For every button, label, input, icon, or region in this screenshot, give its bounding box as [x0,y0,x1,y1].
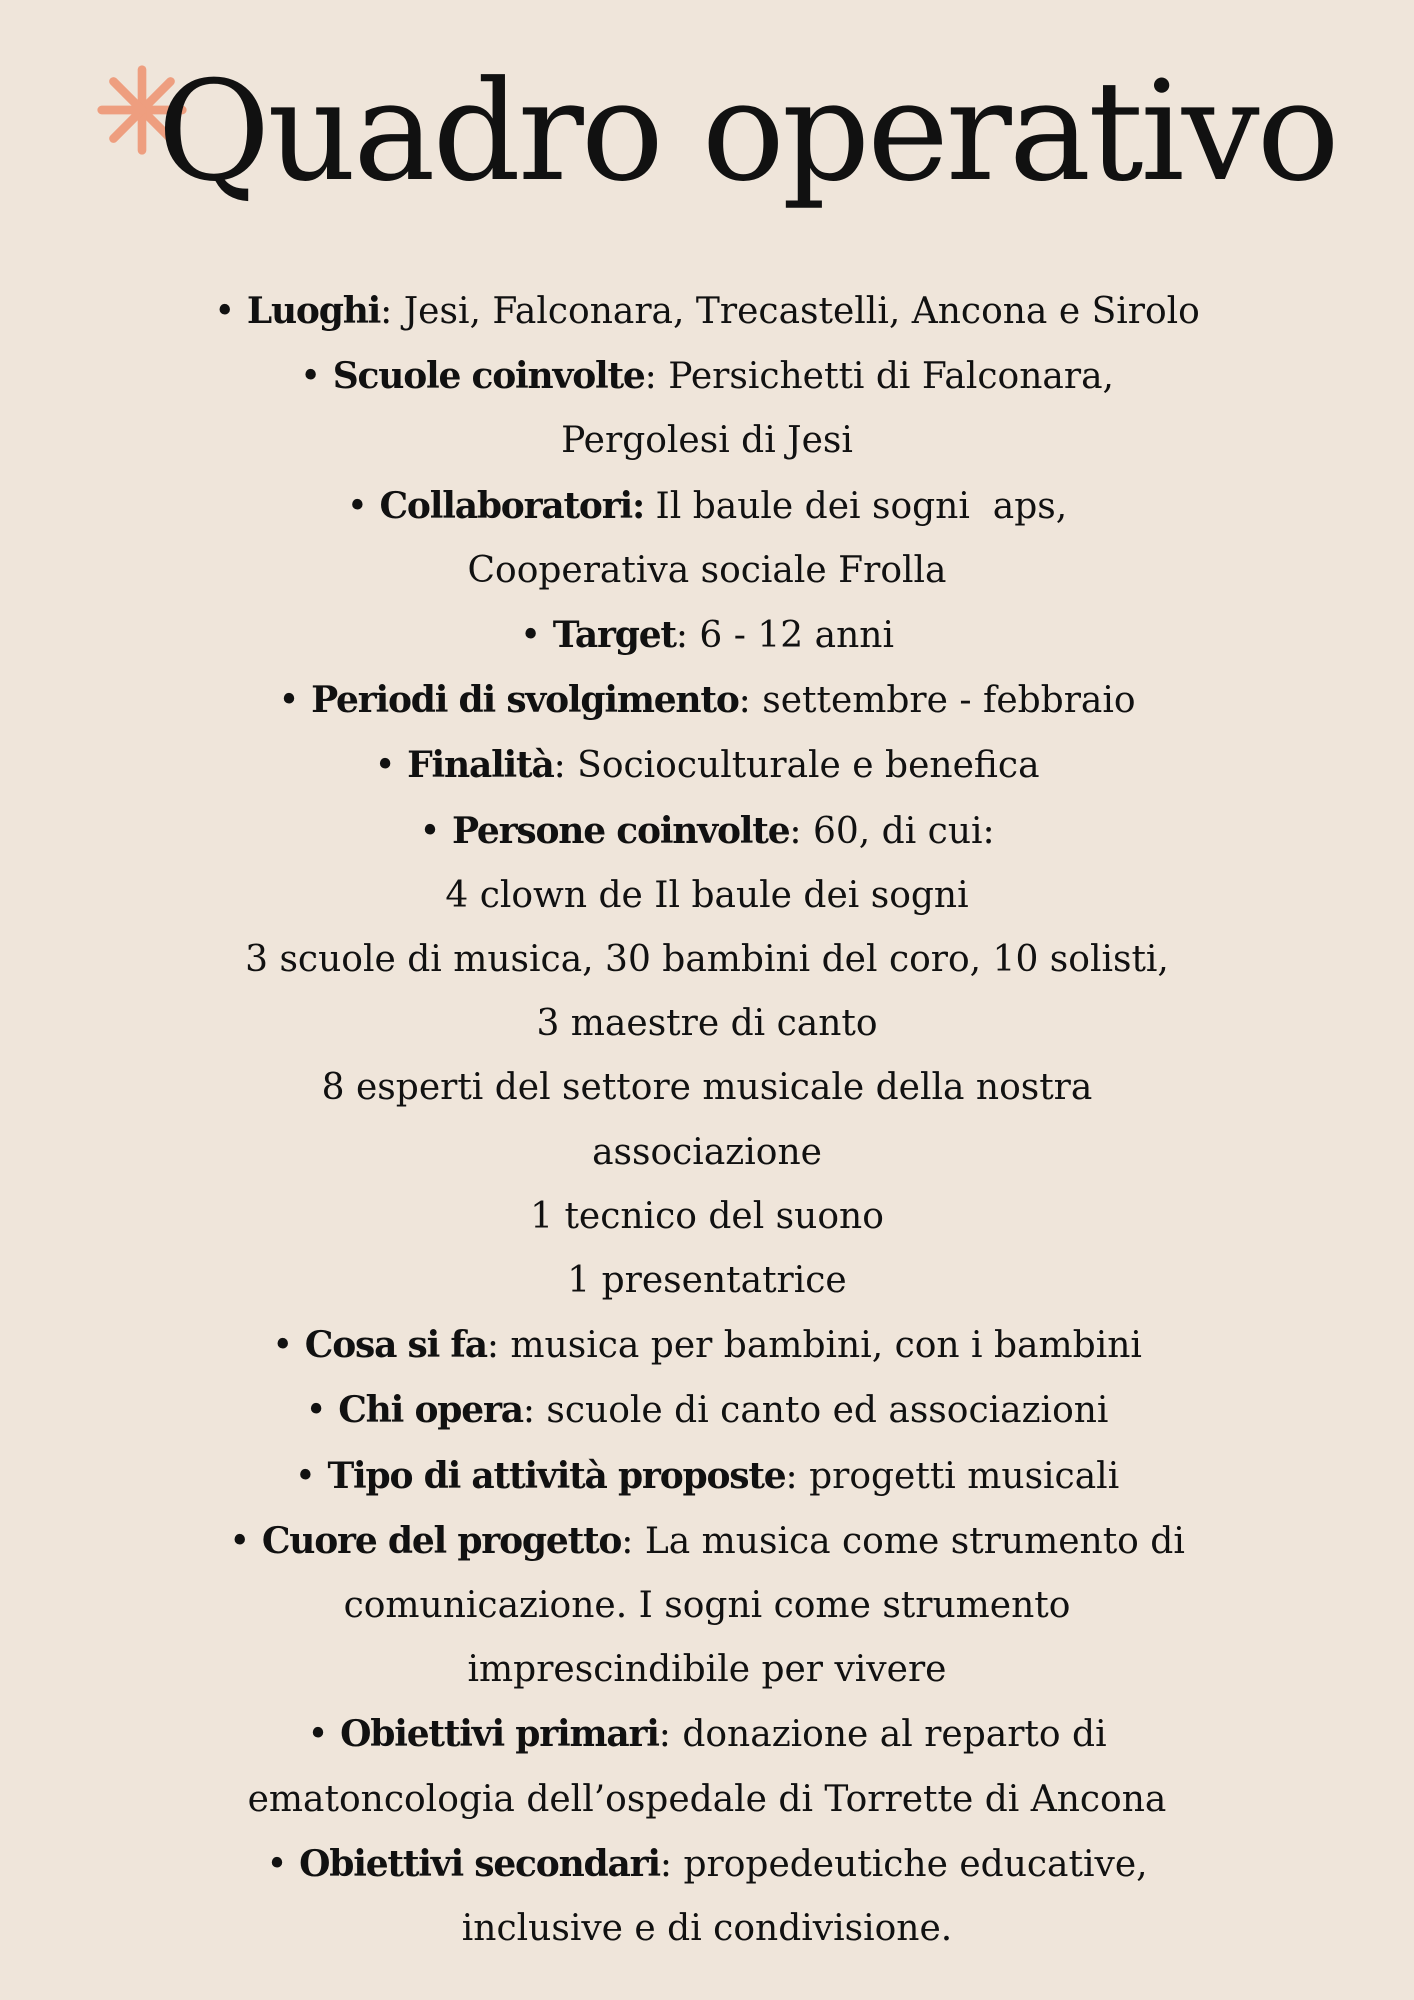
item-label: Cuore del progetto [261,1519,622,1562]
item-value: donazione al reparto di [682,1714,1107,1756]
list-item [110,279,1304,344]
item-continuation: Cooperativa sociale Frolla [467,549,947,591]
list-item [110,603,1304,668]
item-value: Socioculturale e benefica [577,745,1040,787]
bullet: • [266,1843,288,1885]
item-separator: : [675,615,700,657]
item-value: La musica come strumento di [644,1520,1185,1562]
bullet: • [278,680,300,722]
item-label: Luoghi [246,290,381,332]
item-value: Jesi, Falconara, Trecastelli, Ancona e Sirolo [403,291,1200,332]
item-value: 6 - 12 anni [699,615,894,657]
item-label: Collaboratori: [379,484,645,527]
item-continuation: inclusive e di condivisione. [461,1908,953,1950]
item-separator: : [486,1325,511,1367]
item-value: 60, di cui: [812,810,995,852]
item-separator [644,486,655,527]
item-label: Obiettivi primari [340,1713,659,1756]
item-value: Persichetti di Falconara, [668,356,1114,398]
item-label: Obiettivi secondari [299,1842,660,1885]
item-label: Persone coinvolte [452,809,790,852]
item-value: Il baule dei sogni aps, [655,485,1068,527]
item-continuation: comunicazione. I sogni come strumento [343,1585,1071,1627]
item-separator: : [522,1390,547,1432]
list-item [110,1444,1304,1509]
bullet: • [419,810,441,852]
list-item [110,1702,1304,1767]
item-continuation: 3 scuole di musica, 30 bambini del coro, 10 solisti, [245,939,1169,981]
operational-details-list [110,279,1304,1961]
page-title: Quadro operativo [157,51,1337,212]
item-continuation: 3 maestre di canto [536,1003,878,1045]
item-continuation: associazione [592,1131,822,1173]
bullet: • [294,1455,316,1497]
item-label: Periodi di svolgimento [311,679,739,722]
bullet: • [307,1714,329,1756]
bullet: • [374,745,396,787]
item-separator: : [789,810,813,852]
list-item [110,1832,1304,1897]
bullet: • [346,485,369,527]
item-continuation: 1 tecnico del suono [530,1195,884,1237]
item-value: propedeutiche educative, [683,1843,1148,1885]
bullet: • [300,356,322,398]
item-separator: : [380,291,404,332]
list-item [110,474,1304,539]
item-separator: : [621,1520,645,1562]
list-item [110,733,1304,798]
item-separator: : [658,1714,683,1756]
item-continuation: 4 clown de Il baule dei sogni [445,874,969,916]
bullet: • [229,1520,251,1562]
item-continuation: Pergolesi di Jesi [561,420,853,462]
item-label: Tipo di attività proposte [327,1454,786,1497]
bullet: • [520,615,542,657]
item-value: settembre - febbraio [762,680,1136,722]
item-separator: : [738,680,763,722]
item-continuation: imprescindibile per vivere [467,1649,947,1691]
item-separator: : [644,356,669,398]
bullet: • [214,291,236,332]
item-continuation: ematoncologia dell’ospedale di Torrette di Ancona [247,1778,1167,1820]
item-separator: : [553,745,578,787]
list-item [110,1378,1304,1443]
item-value: scuole di canto ed associazioni [546,1390,1109,1432]
list-item [110,668,1304,733]
item-continuation: 8 esperti del settore musicale della nostra [321,1067,1093,1109]
list-item [110,799,1304,864]
item-label: Scuole coinvolte [332,355,645,398]
item-label: Target [552,614,676,657]
item-label: Cosa si fa [304,1324,487,1367]
item-continuation: 1 presentatrice [567,1260,847,1302]
item-value: musica per bambini, con i bambini [510,1325,1142,1367]
item-separator: : [659,1843,684,1885]
item-label: Finalità [407,744,554,787]
list-item [110,344,1304,409]
list-item [110,1509,1304,1574]
item-label: Chi opera [338,1389,523,1432]
list-item [110,1313,1304,1378]
item-separator: : [785,1455,810,1497]
bullet: • [305,1390,327,1432]
bullet: • [272,1325,294,1367]
item-value: progetti musicali [809,1455,1120,1497]
